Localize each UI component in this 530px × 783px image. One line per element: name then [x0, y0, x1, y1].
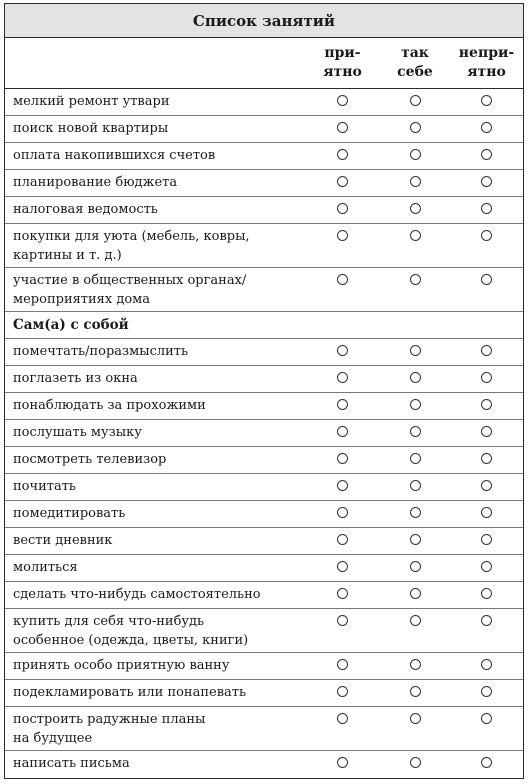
table-row: [5, 447, 523, 474]
radio-cell-unpleasant: [450, 420, 523, 446]
radio-pleasant[interactable]: [337, 399, 348, 410]
radio-cell-so-so: [380, 653, 450, 679]
radio-cell-pleasant: [305, 501, 380, 527]
radio-unpleasant[interactable]: [481, 426, 492, 437]
radio-cell-unpleasant: [450, 582, 523, 608]
radio-cell-pleasant: [305, 116, 380, 142]
radio-pleasant[interactable]: [337, 615, 348, 626]
radio-pleasant[interactable]: [337, 686, 348, 697]
radio-pleasant[interactable]: [337, 95, 348, 106]
table-row: [5, 555, 523, 582]
radio-cell-pleasant: [305, 170, 380, 196]
radio-cell-so-so: [380, 224, 450, 267]
radio-so-so[interactable]: [410, 480, 421, 491]
radio-cell-unpleasant: [450, 339, 523, 365]
radio-so-so[interactable]: [410, 588, 421, 599]
radio-so-so[interactable]: [410, 561, 421, 572]
radio-so-so[interactable]: [410, 713, 421, 724]
table-row: [5, 707, 523, 751]
radio-pleasant[interactable]: [337, 507, 348, 518]
radio-cell-pleasant: [305, 143, 380, 169]
radio-so-so[interactable]: [410, 453, 421, 464]
radio-so-so[interactable]: [410, 615, 421, 626]
radio-cell-unpleasant: [450, 680, 523, 706]
radio-cell-unpleasant: [450, 609, 523, 652]
table-row: [5, 528, 523, 555]
activity-label: мелкий ремонт утвари: [13, 94, 170, 109]
table-row: [5, 224, 523, 268]
radio-cell-so-so: [380, 447, 450, 473]
radio-unpleasant[interactable]: [481, 757, 492, 768]
activity-label: построить радужные планы на будущее: [13, 712, 206, 746]
radio-cell-pleasant: [305, 339, 380, 365]
table-row: [5, 582, 523, 609]
radio-unpleasant[interactable]: [481, 230, 492, 241]
activity-label: участие в общественных органах/ мероприятиях дома: [13, 273, 247, 307]
radio-cell-pleasant: [305, 474, 380, 500]
radio-so-so[interactable]: [410, 122, 421, 133]
table-row: [5, 143, 523, 170]
table-row: [5, 609, 523, 653]
activity-label: послушать музыку: [13, 425, 142, 440]
radio-cell-so-so: [380, 197, 450, 223]
radio-unpleasant[interactable]: [481, 453, 492, 464]
radio-unpleasant[interactable]: [481, 176, 492, 187]
radio-pleasant[interactable]: [337, 426, 348, 437]
radio-so-so[interactable]: [410, 230, 421, 241]
radio-cell-pleasant: [305, 366, 380, 392]
radio-unpleasant[interactable]: [481, 399, 492, 410]
radio-cell-so-so: [380, 609, 450, 652]
radio-so-so[interactable]: [410, 372, 421, 383]
radio-cell-unpleasant: [450, 89, 523, 115]
activity-label: покупки для уюта (мебель, ковры, картины и т. д.): [13, 229, 250, 263]
radio-pleasant[interactable]: [337, 713, 348, 724]
radio-cell-unpleasant: [450, 528, 523, 554]
radio-cell-so-so: [380, 366, 450, 392]
radio-cell-unpleasant: [450, 653, 523, 679]
activity-label: понаблюдать за прохожими: [13, 398, 206, 413]
radio-so-so[interactable]: [410, 507, 421, 518]
radio-cell-unpleasant: [450, 447, 523, 473]
radio-unpleasant[interactable]: [481, 274, 492, 285]
table-row: [5, 116, 523, 143]
radio-unpleasant[interactable]: [481, 95, 492, 106]
radio-so-so[interactable]: [410, 686, 421, 697]
radio-pleasant[interactable]: [337, 122, 348, 133]
radio-cell-so-so: [380, 393, 450, 419]
radio-pleasant[interactable]: [337, 176, 348, 187]
radio-unpleasant[interactable]: [481, 686, 492, 697]
radio-so-so[interactable]: [410, 149, 421, 160]
radio-cell-pleasant: [305, 89, 380, 115]
table-row: [5, 474, 523, 501]
column-header-so-so: так себе: [397, 45, 433, 80]
table-row: [5, 339, 523, 366]
radio-cell-pleasant: [305, 393, 380, 419]
radio-unpleasant[interactable]: [481, 713, 492, 724]
radio-cell-pleasant: [305, 268, 380, 311]
radio-cell-pleasant: [305, 751, 380, 778]
radio-cell-unpleasant: [450, 474, 523, 500]
radio-cell-so-so: [380, 501, 450, 527]
activity-label: посмотреть телевизор: [13, 452, 167, 467]
radio-unpleasant[interactable]: [481, 534, 492, 545]
radio-pleasant[interactable]: [337, 588, 348, 599]
activity-label: сделать что-нибудь самостоятельно: [13, 587, 261, 602]
activity-label: написать письма: [13, 756, 130, 771]
column-headers: [5, 38, 523, 89]
radio-cell-pleasant: [305, 582, 380, 608]
activity-list-table: [4, 3, 524, 779]
radio-so-so[interactable]: [410, 203, 421, 214]
radio-cell-unpleasant: [450, 170, 523, 196]
radio-pleasant[interactable]: [337, 203, 348, 214]
radio-cell-pleasant: [305, 528, 380, 554]
radio-unpleasant[interactable]: [481, 345, 492, 356]
table-row: [5, 268, 523, 312]
table-row: [5, 170, 523, 197]
radio-so-so[interactable]: [410, 345, 421, 356]
radio-cell-unpleasant: [450, 366, 523, 392]
radio-so-so[interactable]: [410, 659, 421, 670]
radio-pleasant[interactable]: [337, 345, 348, 356]
activity-label: молиться: [13, 560, 78, 575]
radio-so-so[interactable]: [410, 426, 421, 437]
radio-cell-unpleasant: [450, 268, 523, 311]
radio-cell-so-so: [380, 751, 450, 778]
table-row: [5, 197, 523, 224]
radio-cell-so-so: [380, 89, 450, 115]
activity-label: поиск новой квартиры: [13, 121, 169, 136]
radio-cell-so-so: [380, 420, 450, 446]
radio-cell-so-so: [380, 143, 450, 169]
section-heading-self: Сам(а) с собой: [5, 312, 523, 339]
radio-cell-unpleasant: [450, 707, 523, 750]
activity-label: подекламировать или понапевать: [13, 685, 247, 700]
radio-unpleasant[interactable]: [481, 122, 492, 133]
radio-cell-pleasant: [305, 197, 380, 223]
rows-group-b: [5, 339, 523, 778]
radio-cell-so-so: [380, 528, 450, 554]
table-row: [5, 420, 523, 447]
radio-pleasant[interactable]: [337, 659, 348, 670]
activity-label: принять особо приятную ванну: [13, 658, 230, 673]
radio-so-so[interactable]: [410, 534, 421, 545]
activity-label: помедитировать: [13, 506, 126, 521]
radio-cell-so-so: [380, 116, 450, 142]
activity-label: налоговая ведомость: [13, 202, 158, 217]
radio-pleasant[interactable]: [337, 757, 348, 768]
radio-pleasant[interactable]: [337, 534, 348, 545]
table-row: [5, 751, 523, 778]
radio-cell-unpleasant: [450, 197, 523, 223]
radio-cell-so-so: [380, 582, 450, 608]
radio-so-so[interactable]: [410, 399, 421, 410]
label-column-header: [5, 38, 305, 88]
radio-cell-unpleasant: [450, 501, 523, 527]
radio-pleasant[interactable]: [337, 274, 348, 285]
column-header-unpleasant: непри- ятно: [458, 45, 515, 80]
table-row: [5, 680, 523, 707]
radio-unpleasant[interactable]: [481, 507, 492, 518]
activity-label: планирование бюджета: [13, 175, 178, 190]
radio-cell-pleasant: [305, 447, 380, 473]
activity-label: купить для себя что-нибудь особенное (одежда, цветы, книги): [13, 614, 249, 648]
radio-unpleasant[interactable]: [481, 588, 492, 599]
radio-cell-pleasant: [305, 224, 380, 267]
activity-label: поглазеть из окна: [13, 371, 138, 386]
radio-so-so[interactable]: [410, 274, 421, 285]
radio-cell-pleasant: [305, 609, 380, 652]
radio-cell-so-so: [380, 268, 450, 311]
table-row: [5, 393, 523, 420]
radio-unpleasant[interactable]: [481, 480, 492, 491]
activity-label: почитать: [13, 479, 76, 494]
radio-cell-so-so: [380, 170, 450, 196]
radio-pleasant[interactable]: [337, 453, 348, 464]
radio-pleasant[interactable]: [337, 480, 348, 491]
radio-cell-pleasant: [305, 653, 380, 679]
rows-group-a: [5, 89, 523, 312]
radio-cell-so-so: [380, 474, 450, 500]
radio-cell-so-so: [380, 555, 450, 581]
radio-cell-pleasant: [305, 680, 380, 706]
radio-unpleasant[interactable]: [481, 561, 492, 572]
radio-cell-pleasant: [305, 555, 380, 581]
radio-so-so[interactable]: [410, 757, 421, 768]
radio-unpleasant[interactable]: [481, 659, 492, 670]
table-row: [5, 366, 523, 393]
radio-cell-unpleasant: [450, 224, 523, 267]
radio-unpleasant[interactable]: [481, 615, 492, 626]
radio-pleasant[interactable]: [337, 561, 348, 572]
radio-unpleasant[interactable]: [481, 203, 492, 214]
table-row: [5, 501, 523, 528]
table-row: [5, 653, 523, 680]
table-row: [5, 89, 523, 116]
radio-cell-unpleasant: [450, 751, 523, 778]
activity-label: оплата накопившихся счетов: [13, 148, 216, 163]
radio-cell-so-so: [380, 680, 450, 706]
radio-cell-so-so: [380, 339, 450, 365]
activity-label: вести дневник: [13, 533, 113, 548]
radio-cell-unpleasant: [450, 143, 523, 169]
radio-so-so[interactable]: [410, 176, 421, 187]
radio-cell-pleasant: [305, 420, 380, 446]
radio-unpleasant[interactable]: [481, 149, 492, 160]
table-title: Список занятий: [5, 4, 523, 38]
radio-pleasant[interactable]: [337, 149, 348, 160]
radio-so-so[interactable]: [410, 95, 421, 106]
radio-cell-unpleasant: [450, 393, 523, 419]
radio-unpleasant[interactable]: [481, 372, 492, 383]
radio-cell-pleasant: [305, 707, 380, 750]
radio-pleasant[interactable]: [337, 372, 348, 383]
activity-label: помечтать/поразмыслить: [13, 344, 189, 359]
radio-cell-so-so: [380, 707, 450, 750]
radio-cell-unpleasant: [450, 555, 523, 581]
radio-cell-unpleasant: [450, 116, 523, 142]
radio-pleasant[interactable]: [337, 230, 348, 241]
column-header-pleasant: при- ятно: [323, 45, 362, 80]
